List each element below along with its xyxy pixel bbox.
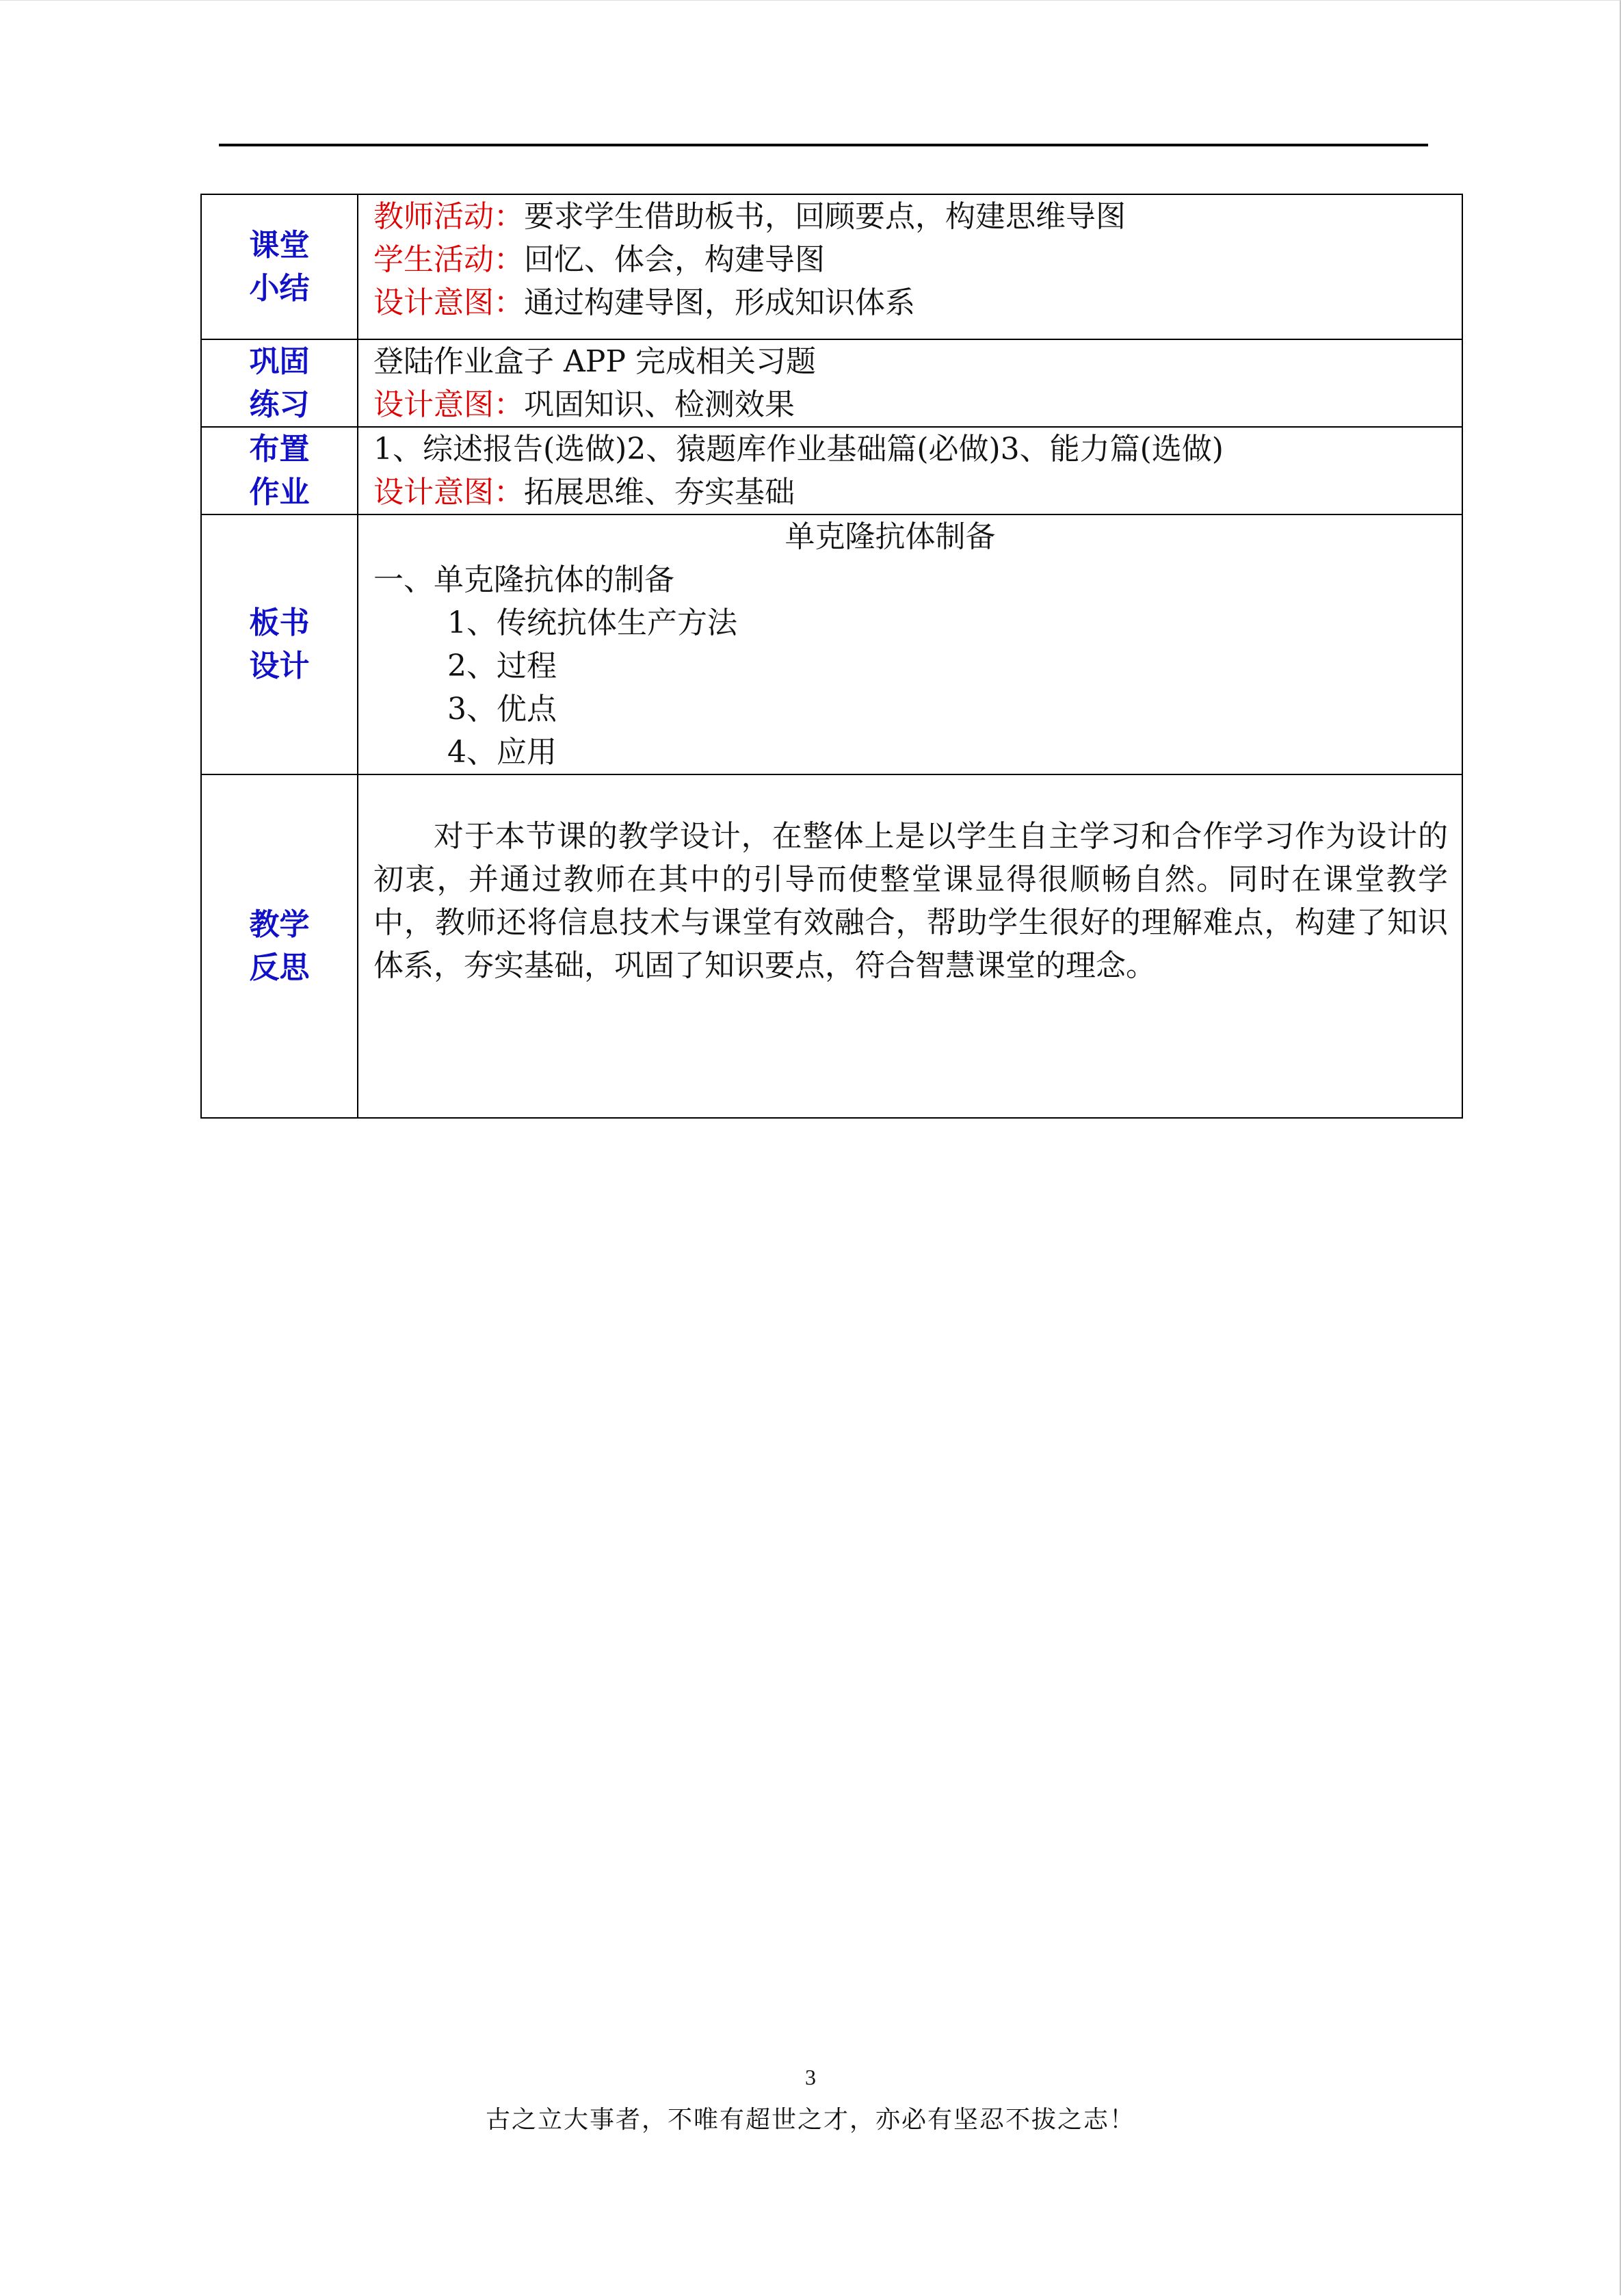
- footer-motto: 古之立大事者，不唯有超世之才，亦必有坚忍不拔之志！: [485, 2106, 1135, 2134]
- row-label-line: 设计: [249, 649, 310, 683]
- table-row-homework: [201, 427, 1462, 514]
- page-number: 3: [805, 2065, 816, 2089]
- row-label-line: 布置: [249, 432, 310, 467]
- board-item: 2、过程: [447, 649, 557, 683]
- table-row-board: [201, 514, 1462, 774]
- student-activity-text: 回忆、体会，构建导图: [524, 242, 825, 277]
- student-activity-line: [373, 238, 1448, 281]
- row-content-board: [358, 514, 1462, 774]
- board-item: 4、应用: [447, 735, 557, 770]
- row-label-line: 巩固: [249, 344, 310, 379]
- row-label-line: 练习: [249, 387, 310, 422]
- design-intent-line: [373, 383, 1448, 426]
- design-intent-prefix: 设计意图：: [373, 387, 524, 422]
- reflection-paragraph: 对于本节课的教学设计，在整体上是以学生自主学习和合作学习作为设计的初衷，并通过教师在其中的引导而使整堂课显得很顺畅自然。同时在课堂教学中，教师还将信息技术与课堂有效融合，帮助学生很好的理解难点，构建了知识体系，夯实基础，巩固了知识要点，符合智慧课堂的理念。: [373, 819, 1448, 983]
- row-label-reflection: [201, 774, 358, 1118]
- design-intent-text: 通过构建导图，形成知识体系: [524, 285, 915, 320]
- table-row-reflection: [201, 774, 1462, 1118]
- board-item: 1、传统抗体生产方法: [447, 605, 737, 640]
- teacher-activity-prefix: 教师活动：: [373, 199, 524, 234]
- row-content-practice: [358, 339, 1462, 427]
- header-rule: [219, 144, 1428, 146]
- row-content-summary: [358, 194, 1462, 339]
- lesson-plan-table: [200, 194, 1463, 1119]
- design-intent-text: 拓展思维、夯实基础: [524, 475, 795, 510]
- row-label-line: 小结: [249, 271, 310, 306]
- student-activity-prefix: 学生活动：: [373, 242, 524, 277]
- design-intent-prefix: 设计意图：: [373, 475, 524, 510]
- row-label-line: 课堂: [249, 228, 310, 263]
- table-row-practice: [201, 339, 1462, 427]
- row-label-board: [201, 514, 358, 774]
- row-label-line: 反思: [249, 950, 310, 985]
- design-intent-text: 巩固知识、检测效果: [524, 387, 795, 422]
- row-label-summary: [201, 194, 358, 339]
- design-intent-line: [373, 281, 1448, 324]
- practice-text: 登陆作业盒子 APP 完成相关习题: [373, 344, 816, 379]
- table-row-summary: [201, 194, 1462, 339]
- teacher-activity-line: [373, 195, 1448, 238]
- board-title: 单克隆抗体制备: [785, 519, 996, 554]
- row-label-line: 教学: [249, 907, 310, 942]
- row-content-reflection: [358, 774, 1462, 1118]
- row-label-practice: [201, 339, 358, 427]
- design-intent-prefix: 设计意图：: [373, 285, 524, 320]
- board-section: 一、单克隆抗体的制备: [373, 562, 674, 597]
- board-item: 3、优点: [447, 692, 557, 727]
- row-label-homework: [201, 427, 358, 514]
- homework-text: 1、综述报告(选做)2、猿题库作业基础篇(必做)3、能力篇(选做): [373, 432, 1224, 467]
- row-label-line: 板书: [249, 605, 310, 640]
- design-intent-line: [373, 471, 1448, 514]
- row-content-homework: [358, 427, 1462, 514]
- row-label-line: 作业: [249, 475, 310, 510]
- teacher-activity-text: 要求学生借助板书，回顾要点，构建思维导图: [524, 199, 1126, 234]
